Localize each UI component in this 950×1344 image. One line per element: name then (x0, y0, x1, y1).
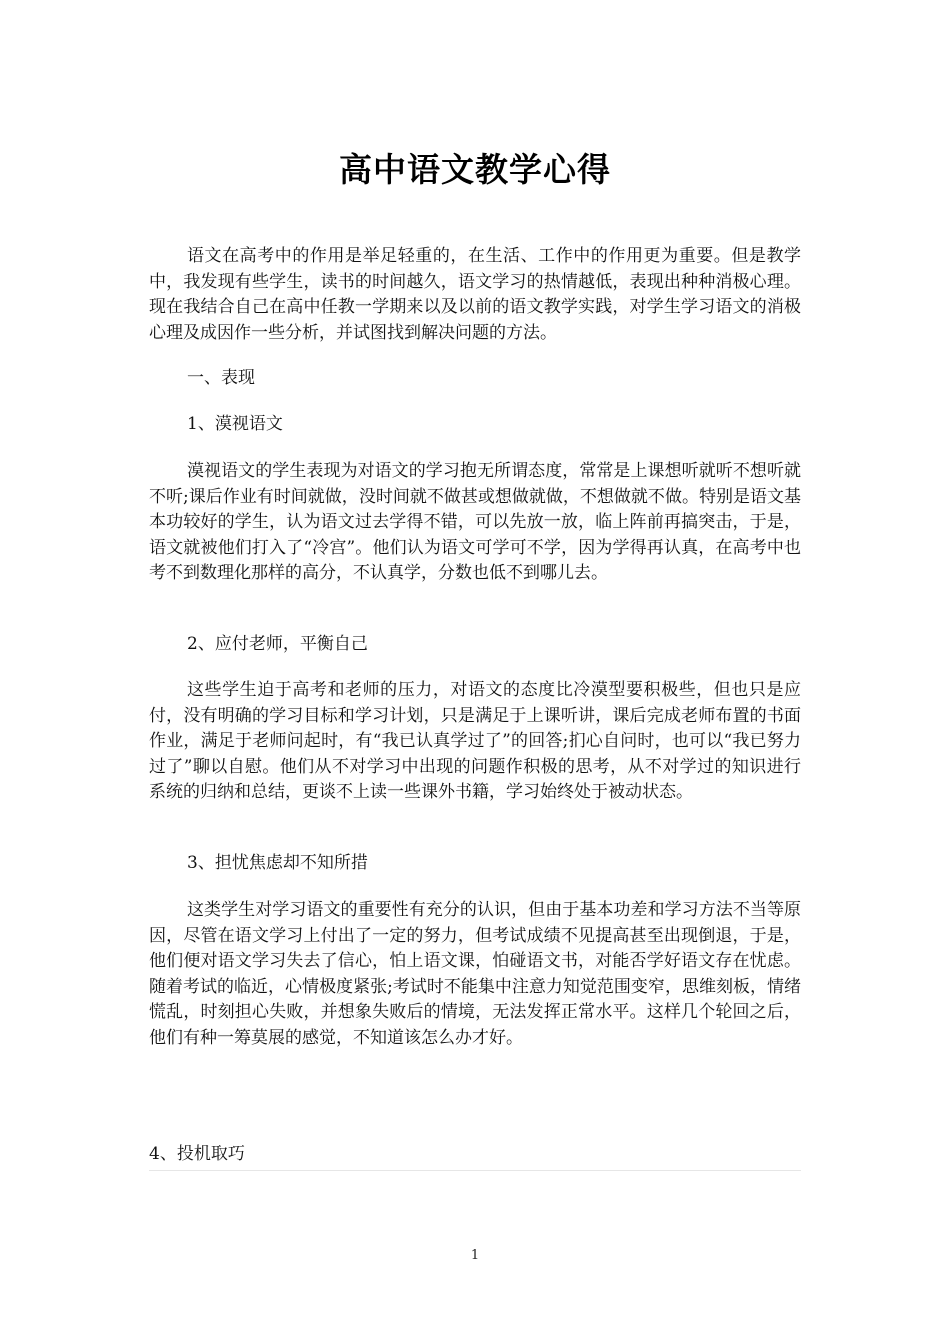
item-paragraph-anxiety: 这类学生对学习语文的重要性有充分的认识，但由于基本功差和学习方法不当等原因，尽管在语文学习上付出了一定的努力，但考试成绩不见提高甚至出现倒退，于是，他们便对语文学习失去了信心，怕上语文课，怕碰语文书，对能否学好语文存在忧虑。随着考试的临近，心情极度紧张;考试时不能集中注意力知觉范围变窄，思维刻板，情绪慌乱，时刻担心失败，并想象失败后的情境，无法发挥正常水平。这样几个轮回之后，他们有种一筹莫展的感觉，不知道该怎么办才好。 (149, 900, 801, 1048)
item-heading-cope-with-teacher: 2、应付老师，平衡自己 (187, 634, 368, 654)
item-paragraph-ignore-chinese: 漠视语文的学生表现为对语文的学习抱无所谓态度，常常是上课想听就听不想听就不听;课后作业有时间就做，没时间就不做甚或想做就做，不想做就不做。特别是语文基本功较好的学生，认为语文过去学得不错，可以先放一放，临上阵前再搞突击，于是，语文就被他们打入了“冷宫”。他们认为语文可学可不学，因为学得再认真，在高考中也考不到数理化那样的高分，不认真学，分数也低不到哪儿去。 (149, 461, 801, 583)
document-title: 高中语文教学心得 (339, 150, 611, 189)
page-number: 1 (470, 1248, 480, 1263)
item-heading-anxiety: 3、担忧焦虑却不知所措 (187, 853, 368, 873)
section-divider (149, 1170, 801, 1171)
item-heading-opportunism: 4、投机取巧 (149, 1144, 245, 1164)
intro-paragraph: 语文在高考中的作用是举足轻重的，在生活、工作中的作用更为重要。但是教学中，我发现有些学生，读书的时间越久，语文学习的热情越低，表现出种种消极心理。现在我结合自己在高中任教一学期来以及以前的语文教学实践，对学生学习语文的消极心理及成因作一些分析，并试图找到解决问题的方法。 (149, 246, 801, 343)
section-heading-performance: 一、表现 (187, 368, 255, 388)
item-heading-ignore-chinese: 1、漠视语文 (187, 414, 283, 434)
item-paragraph-cope-with-teacher: 这些学生迫于高考和老师的压力，对语文的态度比冷漠型要积极些，但也只是应付，没有明确的学习目标和学习计划，只是满足于上课听讲，课后完成老师布置的书面作业，满足于老师问起时，有“我已认真学过了”的回答;扪心自问时，也可以“我已努力过了”聊以自慰。他们从不对学习中出现的问题作积极的思考，从不对学过的知识进行系统的归纳和总结，更谈不上读一些课外书籍，学习始终处于被动状态。 (149, 680, 801, 802)
